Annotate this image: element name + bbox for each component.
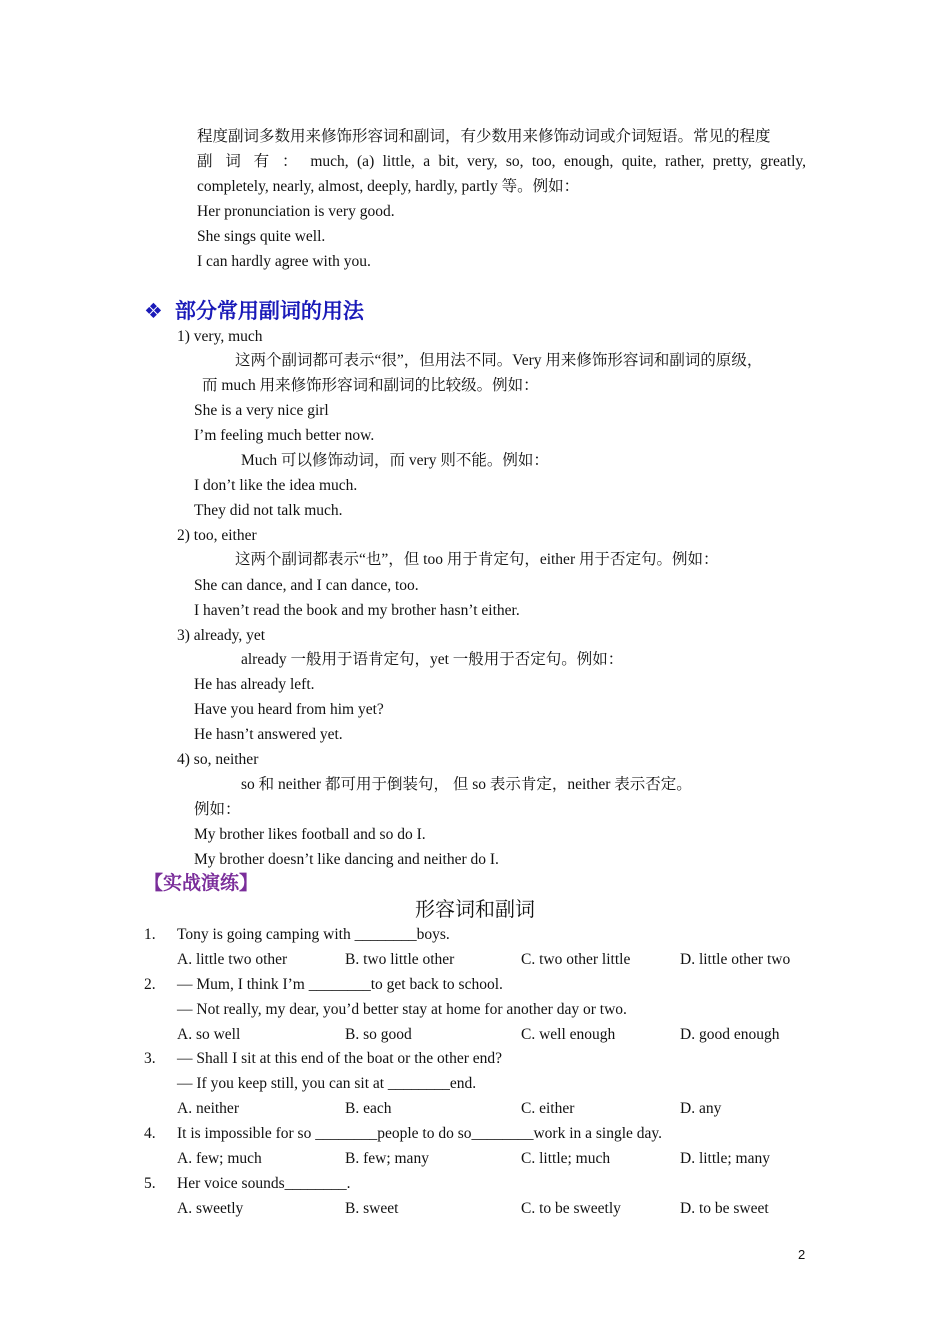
question-1-option-a: A. little two other	[177, 951, 288, 968]
question-4-option-a: A. few; much	[177, 1150, 262, 1167]
diamond-bullet-icon: ❖	[144, 299, 163, 323]
usage-2-explain-1: 这两个副词都表示“也”，但 too 用于肯定句，either 用于否定句。例如：	[235, 551, 719, 568]
usage-1-explain-3: Much 可以修饰动词，而 very 则不能。例如：	[241, 452, 549, 469]
usage-4-head: 4) so, neither	[177, 751, 259, 768]
question-1-option-d: D. little other two	[680, 951, 791, 968]
question-2-stem-1: — Mum, I think I’m ________to get back to school.	[177, 976, 503, 993]
usage-3-example-2: Have you heard from him yet?	[194, 701, 384, 718]
intro-example-1: Her pronunciation is very good.	[197, 203, 395, 220]
question-4-number: 4.	[144, 1125, 156, 1142]
usage-3-head: 3) already, yet	[177, 627, 266, 644]
usage-3-example-3: He hasn’t answered yet.	[194, 726, 343, 743]
question-2-option-c: C. well enough	[521, 1026, 616, 1043]
question-3-option-a: A. neither	[177, 1100, 239, 1117]
question-1-stem: Tony is going camping with ________boys.	[177, 926, 450, 943]
practice-title: 形容词和副词	[415, 897, 535, 921]
usage-3-example-1: He has already left.	[194, 676, 315, 693]
question-3-stem-1: — Shall I sit at this end of the boat or the other end?	[177, 1050, 502, 1067]
question-4-option-b: B. few; many	[345, 1150, 429, 1167]
usage-1-example-1: She is a very nice girl	[194, 402, 329, 419]
question-5-option-c: C. to be sweetly	[521, 1200, 621, 1217]
question-3-option-c: C. either	[521, 1100, 575, 1117]
usage-2-example-2: I haven’t read the book and my brother hasn’t either.	[194, 602, 520, 619]
usage-3-explain-1: already 一般用于语肯定句，yet 一般用于否定句。例如：	[241, 651, 624, 668]
usage-4-example-2: My brother doesn’t like dancing and neither do I.	[194, 851, 499, 868]
question-2-option-a: A. so well	[177, 1026, 241, 1043]
usage-1-explain-1: 这两个副词都可表示“很”，但用法不同。Very 用来修饰形容词和副词的原级，	[235, 352, 763, 369]
usage-1-example-4: They did not talk much.	[194, 502, 343, 519]
question-3-stem-2: — If you keep still, you can sit at ________end.	[177, 1075, 477, 1092]
intro-example-2: She sings quite well.	[197, 228, 326, 245]
question-1-option-c: C. two other little	[521, 951, 631, 968]
intro-example-3: I can hardly agree with you.	[197, 253, 371, 270]
usage-1-example-3: I don’t like the idea much.	[194, 477, 358, 494]
usage-4-example-1: My brother likes football and so do I.	[194, 826, 426, 843]
question-4-option-d: D. little; many	[680, 1150, 770, 1167]
question-4-stem: It is impossible for so ________people to do so________work in a single day.	[177, 1125, 663, 1142]
question-2-option-d: D. good enough	[680, 1026, 780, 1043]
intro-line-3: completely, nearly, almost, deeply, hardly, partly 等。例如：	[197, 178, 580, 195]
question-5-stem: Her voice sounds________.	[177, 1175, 351, 1192]
question-3-option-b: B. each	[345, 1100, 392, 1117]
question-5-option-b: B. sweet	[345, 1200, 399, 1217]
section-title: 部分常用副词的用法	[174, 299, 364, 323]
usage-1-explain-2: 而 much 用来修饰形容词和副词的比较级。例如：	[202, 377, 539, 394]
question-1-option-b: B. two little other	[345, 951, 455, 968]
question-3-option-d: D. any	[680, 1100, 722, 1117]
question-5-option-a: A. sweetly	[177, 1200, 244, 1217]
question-3-number: 3.	[144, 1050, 156, 1067]
question-4-option-c: C. little; much	[521, 1150, 611, 1167]
question-2-stem-2: — Not really, my dear, you’d better stay at home for another day or two.	[177, 1001, 627, 1018]
question-1-number: 1.	[144, 926, 156, 943]
usage-2-head: 2) too, either	[177, 527, 257, 544]
question-5-option-d: D. to be sweet	[680, 1200, 769, 1217]
usage-1-head: 1) very, much	[177, 328, 263, 345]
usage-4-explain-2: 例如：	[194, 801, 241, 818]
section-heading	[144, 298, 364, 324]
usage-1-example-2: I’m feeling much better now.	[194, 427, 375, 444]
page-number: 2	[798, 1247, 806, 1262]
intro-line-1: 程度副词多数用来修饰形容词和副词，有少数用来修饰动词或介词短语。常见的程度	[197, 128, 771, 145]
intro-line-2: 副 词 有 ： much, (a) little, a bit, very, so, too, enough, quite, rather, pretty, greatly,	[197, 153, 806, 170]
question-5-number: 5.	[144, 1175, 156, 1192]
usage-2-example-1: She can dance, and I can dance, too.	[194, 577, 419, 594]
question-2-option-b: B. so good	[345, 1026, 412, 1043]
usage-4-explain-1: so 和 neither 都可用于倒装句， 但 so 表示肯定，neither 表示否定。	[241, 776, 692, 793]
question-2-number: 2.	[144, 976, 156, 993]
practice-label: 【实战演练】	[144, 872, 259, 894]
